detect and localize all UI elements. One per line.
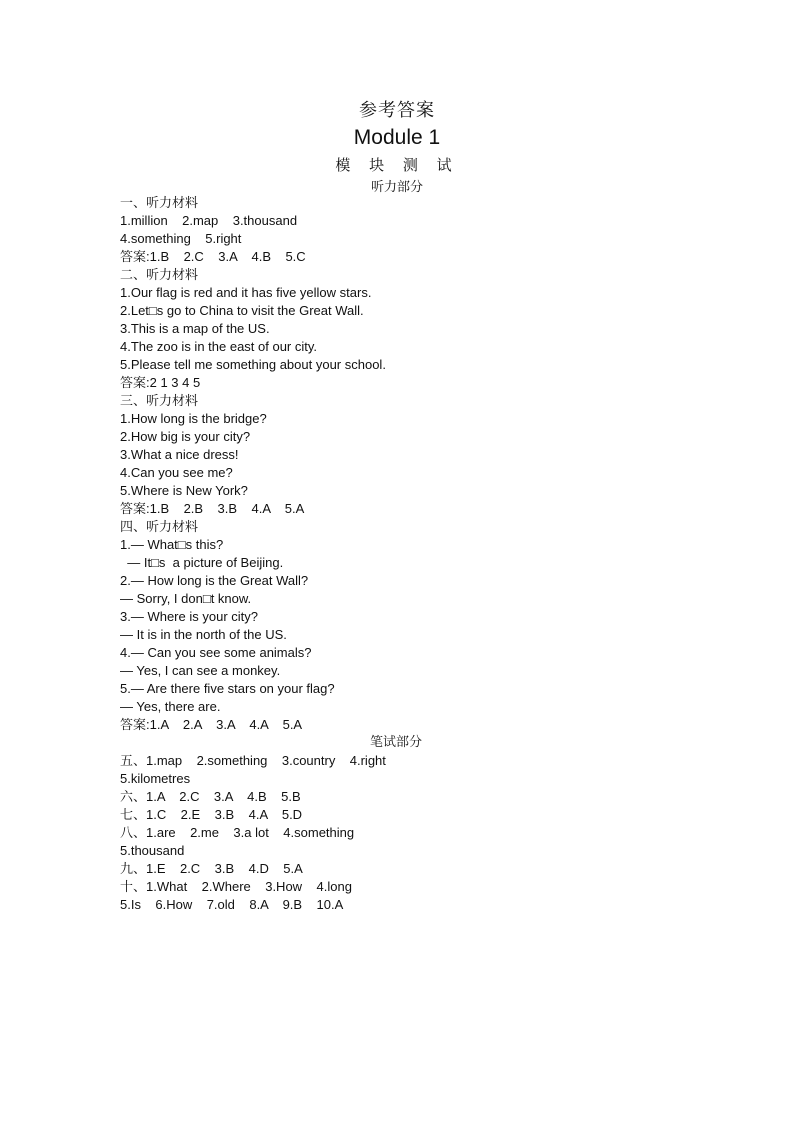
written-answer-line: 5.Is 6.How 7.old 8.A 9.B 10.A: [120, 897, 344, 912]
written-answer-line: 五、1.map 2.something 3.country 4.right: [120, 753, 386, 768]
page-title: 参考答案: [359, 100, 435, 121]
answer-line: 3.— Where is your city?: [120, 609, 258, 624]
answer-line: 1.million 2.map 3.thousand: [120, 213, 298, 228]
answer-line: — It□s a picture of Beijing.: [120, 555, 284, 570]
answer-line: 四、听力材料: [120, 519, 199, 534]
answer-line: 2.— How long is the Great Wall?: [120, 573, 309, 588]
answer-line: 2.How big is your city?: [120, 429, 251, 444]
answer-line: 4.something 5.right: [120, 231, 242, 246]
answer-line: 5.Where is New York?: [120, 483, 248, 498]
written-answer-line: 十、1.What 2.Where 3.How 4.long: [120, 879, 352, 894]
answer-line: 4.The zoo is in the east of our city.: [120, 339, 318, 354]
listening-section-title: 听力部分: [370, 180, 423, 195]
answer-line: 3.This is a map of the US.: [120, 321, 270, 336]
answer-line: 答案:2 1 3 4 5: [120, 375, 201, 390]
answer-line: 一、听力材料: [120, 195, 199, 210]
answer-line: 1.Our flag is red and it has five yellow stars.: [120, 285, 372, 300]
written-answer-line: 七、1.C 2.E 3.B 4.A 5.D: [120, 807, 303, 822]
written-answer-line: 5.kilometres: [120, 771, 191, 786]
written-answer-line: 九、1.E 2.C 3.B 4.D 5.A: [120, 861, 303, 876]
answer-line: — Sorry, I don□t know.: [120, 591, 252, 606]
answer-line: 答案:1.B 2.B 3.B 4.A 5.A: [120, 501, 305, 516]
answer-line: 5.— Are there five stars on your flag?: [120, 681, 335, 696]
test-title: 模 块 测 试: [335, 156, 459, 174]
written-section-title: 笔试部分: [370, 735, 423, 750]
written-answer-line: 5.thousand: [120, 843, 185, 858]
answer-line: 1.— What□s this?: [120, 537, 224, 552]
answer-line: 二、听力材料: [120, 267, 199, 282]
written-answer-line: 六、1.A 2.C 3.A 4.B 5.B: [120, 789, 301, 804]
answer-line: 三、听力材料: [120, 393, 199, 408]
answer-line: — Yes, I can see a monkey.: [120, 663, 281, 678]
answer-line: 1.How long is the bridge?: [120, 411, 267, 426]
answer-line: 答案:1.B 2.C 3.A 4.B 5.C: [120, 249, 306, 264]
answer-line: — Yes, there are.: [120, 699, 221, 714]
written-answer-line: 八、1.are 2.me 3.a lot 4.something: [120, 825, 355, 840]
answer-line: 答案:1.A 2.A 3.A 4.A 5.A: [120, 717, 303, 732]
answer-line: — It is in the north of the US.: [120, 627, 287, 642]
answer-line: 5.Please tell me something about your school.: [120, 357, 386, 372]
answer-line: 3.What a nice dress!: [120, 447, 239, 462]
answer-line: 2.Let□s go to China to visit the Great Wall.: [120, 303, 364, 318]
module-title: Module 1: [353, 126, 441, 149]
answer-body: [120, 194, 680, 914]
answer-line: 4.— Can you see some animals?: [120, 645, 312, 660]
answer-line: 4.Can you see me?: [120, 465, 233, 480]
